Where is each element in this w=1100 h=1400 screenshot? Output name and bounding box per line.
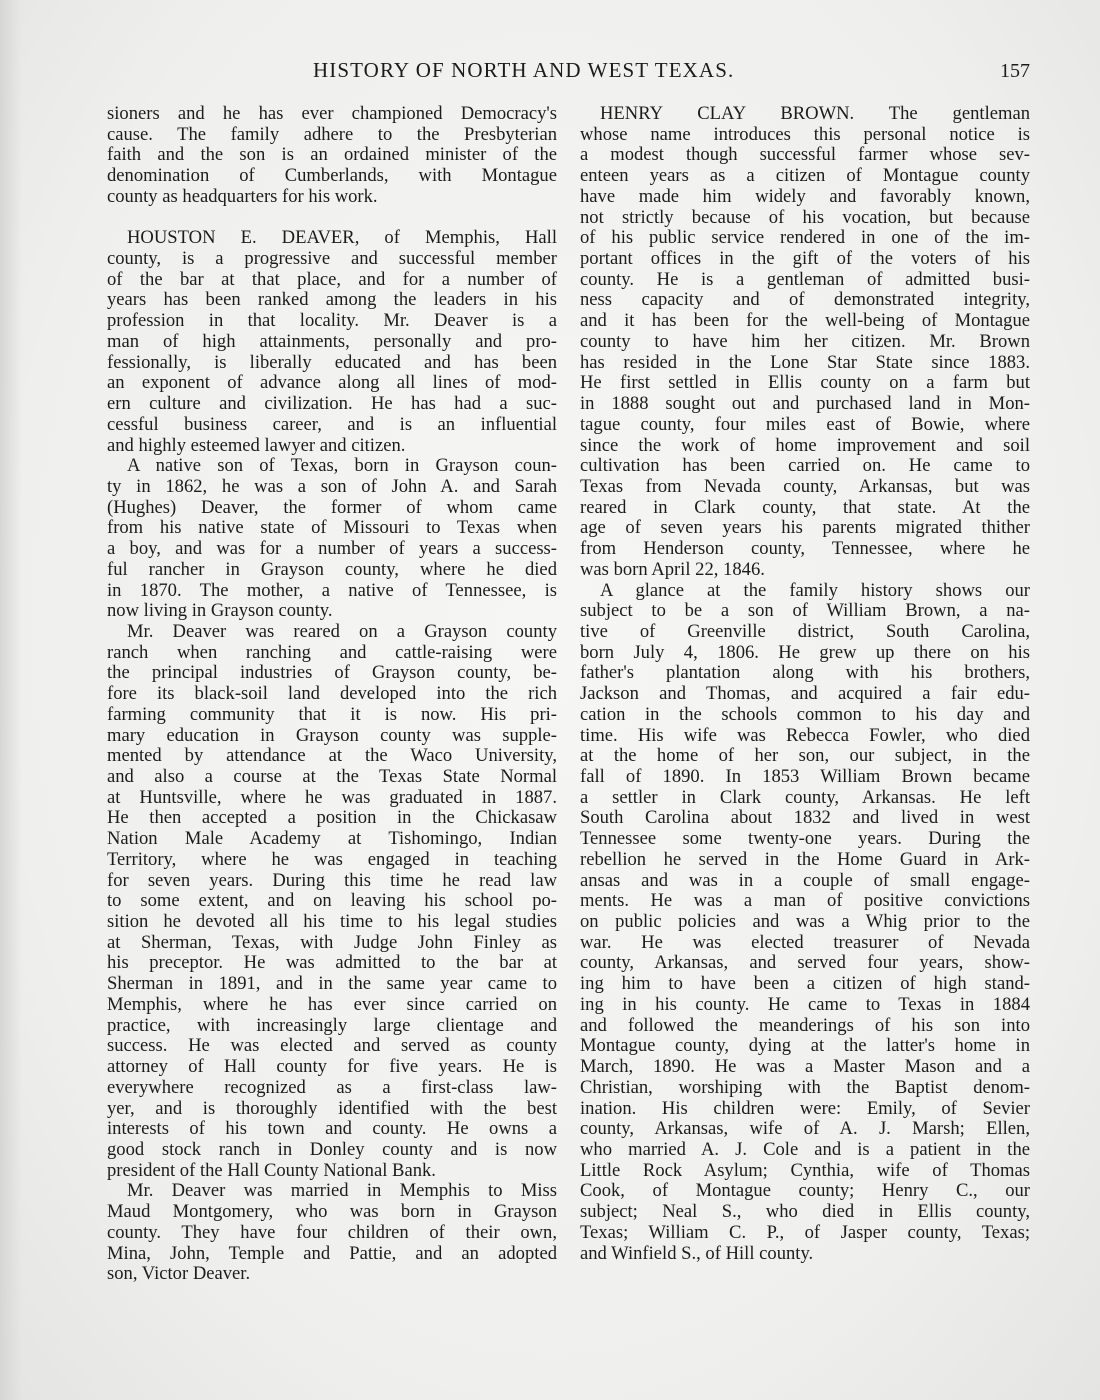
text-line: and highly esteemed lawyer and citizen.: [107, 434, 406, 456]
text-line: reared in Clark county, that state. At the: [580, 496, 1030, 518]
text-line: South Carolina about 1832 and lived in west: [580, 807, 1030, 829]
text-line: good stock ranch in Donley county and is now: [107, 1138, 557, 1160]
running-head: [0, 58, 1100, 86]
text-line: ern culture and civilization. He has had a suc-: [107, 393, 557, 415]
text-line: Mr. Deaver was married in Memphis to Miss: [127, 1180, 557, 1202]
text-line: county, Arkansas, wife of A. J. Marsh; Ellen,: [580, 1118, 1030, 1140]
text-line: He then accepted a position in the Chickasaw: [107, 807, 557, 829]
text-line: at Huntsville, where he was graduated in 1887.: [107, 786, 557, 808]
article-paragraph: [580, 581, 1030, 1265]
text-line: a settler in Clark county, Arkansas. He left: [580, 786, 1030, 808]
text-line: fessionally, is liberally educated and has been: [107, 351, 557, 373]
text-line: enteen years as a citizen of Montague county: [580, 165, 1030, 187]
article-paragraph: [580, 104, 1030, 581]
continuation-paragraph: [107, 104, 557, 208]
text-line: at Sherman, Texas, with Judge John Finley as: [107, 931, 557, 953]
paragraph-gap: [107, 208, 557, 229]
text-line: war. He was elected treasurer of Nevada: [580, 931, 1030, 953]
article-henry-clay-brown: [580, 104, 1030, 1264]
text-line: sioners and he has ever championed Democracy's: [107, 103, 557, 124]
text-line: and also a course at the Texas State Normal: [107, 766, 557, 787]
text-line: time. His wife was Rebecca Fowler, who died: [580, 724, 1030, 746]
text-line: March, 1890. He was a Master Mason and a: [580, 1056, 1030, 1078]
text-line: A glance at the family history shows our: [600, 579, 1030, 601]
text-line: Mina, John, Temple and Pattie, and an adopted: [107, 1242, 557, 1264]
article-paragraph: [107, 622, 557, 1181]
text-line: denomination of Cumberlands, with Montague: [107, 165, 557, 187]
text-line: age of seven years his parents migrated thither: [580, 517, 1030, 539]
right-column: [580, 104, 1030, 1264]
text-line: ing in his county. He came to Texas in 1884: [580, 993, 1030, 1015]
text-line: a modest though successful farmer whose sev-: [580, 144, 1030, 166]
text-line: Tennessee some twenty-one years. During the: [580, 828, 1030, 850]
text-line: of his public service rendered in one of the im-: [580, 227, 1030, 249]
text-line: subject; Neal S., who died in Ellis county,: [580, 1201, 1030, 1223]
text-line: yer, and is thoroughly identified with the best: [107, 1097, 557, 1119]
text-line: (Hughes) Deaver, the former of whom came: [107, 496, 557, 518]
text-line: have made him widely and favorably known,: [580, 185, 1030, 207]
article-houston-e-deaver: [107, 228, 557, 1285]
text-line: his preceptor. He was admitted to the bar at: [107, 952, 557, 974]
left-column: [107, 104, 557, 1285]
text-line: success. He was elected and served as county: [107, 1035, 557, 1057]
text-line: county. They have four children of their own,: [107, 1221, 557, 1243]
text-line: Maud Montgomery, who was born in Grayson: [107, 1201, 557, 1223]
text-line: ansas and was in a couple of small engage-: [580, 869, 1030, 891]
text-line: farming community that it is now. His pri-: [107, 703, 557, 725]
text-line: the principal industries of Grayson county, be-: [107, 662, 557, 684]
text-line: in 1888 sought out and purchased land in Mon-: [580, 393, 1030, 415]
text-line: years has been ranked among the leaders in his: [107, 289, 557, 311]
text-line: fore its black-soil land developed into the rich: [107, 683, 557, 705]
text-line: fall of 1890. In 1853 William Brown became: [580, 766, 1030, 787]
text-line: was born April 22, 1846.: [580, 558, 765, 580]
text-line: cultivation has been carried on. He came to: [580, 455, 1030, 477]
text-line: county to have him her citizen. Mr. Brown: [580, 330, 1030, 352]
text-line: tive of Greenville district, South Carolina,: [580, 620, 1030, 642]
text-line: an exponent of advance along all lines of mod-: [107, 372, 557, 394]
text-line: portant offices in the gift of the voters of his: [580, 248, 1030, 270]
text-line: at the home of her son, our subject, in the: [580, 745, 1030, 767]
text-line: ination. His children were: Emily, of Sevier: [580, 1097, 1030, 1119]
text-line: in 1870. The mother, a native of Tennessee, is: [107, 579, 557, 601]
text-line: cation in the schools common to his day and: [580, 703, 1030, 725]
text-line: HOUSTON E. DEAVER, of Memphis, Hall: [127, 227, 557, 249]
text-line: attorney of Hall county for five years. He is: [107, 1056, 557, 1078]
text-line: from his native state of Missouri to Texas when: [107, 517, 557, 539]
text-line: county. He is a gentleman of admitted busi-: [580, 268, 1030, 290]
text-line: Nation Male Academy at Tishomingo, Indian: [107, 828, 557, 850]
text-line: Little Rock Asylum; Cynthia, wife of Thomas: [580, 1159, 1030, 1181]
text-line: interests of his town and county. He owns a: [107, 1118, 557, 1140]
text-line: rebellion he served in the Home Guard in Ark-: [580, 848, 1030, 870]
text-line: Territory, where he was engaged in teaching: [107, 848, 557, 870]
text-line: Cook, of Montague county; Henry C., our: [580, 1180, 1030, 1202]
text-line: practice, with increasingly large clientage and: [107, 1014, 557, 1036]
text-line: Texas; William C. P., of Jasper county, Texas;: [580, 1221, 1030, 1243]
text-line: ness capacity and of demonstrated integrity,: [580, 289, 1030, 311]
text-line: Mr. Deaver was reared on a Grayson county: [127, 620, 557, 642]
text-line: ments. He was a man of positive convictions: [580, 890, 1030, 912]
text-line: not strictly because of his vocation, but because: [580, 206, 1030, 228]
text-line: born July 4, 1806. He grew up there on his: [580, 641, 1030, 663]
text-line: ing him to have been a citizen of high stand-: [580, 973, 1030, 995]
text-line: who married A. J. Cole and is a patient in the: [580, 1138, 1030, 1160]
text-line: since the work of home improvement and soil: [580, 434, 1030, 456]
text-line: now living in Grayson county.: [107, 600, 333, 622]
text-line: father's plantation along with his brothers,: [580, 662, 1030, 684]
text-line: of the bar at that place, and for a number of: [107, 268, 557, 290]
text-line: and Winfield S., of Hill county.: [580, 1242, 814, 1264]
text-line: cessful business career, and is an influential: [107, 413, 557, 435]
running-title: HISTORY OF NORTH AND WEST TEXAS.: [313, 58, 735, 82]
text-line: A native son of Texas, born in Grayson coun-: [127, 455, 557, 477]
text-line: sition he devoted all his time to his legal studies: [107, 911, 557, 933]
text-line: president of the Hall County National Bank.: [107, 1159, 436, 1181]
text-line: everywhere recognized as a first-class law-: [107, 1076, 557, 1098]
page-number: 157: [1000, 60, 1030, 82]
text-line: HENRY CLAY BROWN. The gentleman: [600, 103, 1030, 124]
text-line: Christian, worshiping with the Baptist denom-: [580, 1076, 1030, 1098]
text-line: and it has been for the well-being of Montague: [580, 310, 1030, 332]
text-line: county, is a progressive and successful member: [107, 248, 557, 270]
text-line: ty in 1862, he was a son of John A. and Sarah: [107, 475, 557, 497]
text-line: county, Arkansas, and served four years, show-: [580, 952, 1030, 974]
text-line: faith and the son is an ordained minister of the: [107, 144, 557, 166]
text-line: Memphis, where he has ever since carried on: [107, 993, 557, 1015]
text-line: ranch when ranching and cattle-raising were: [107, 641, 557, 663]
text-line: Sherman in 1891, and in the same year came to: [107, 973, 557, 995]
text-line: Montague county, dying at the latter's home in: [580, 1035, 1030, 1057]
text-line: mary education in Grayson county was supple-: [107, 724, 557, 746]
text-line: county as headquarters for his work.: [107, 185, 378, 207]
text-line: from Henderson county, Tennessee, where he: [580, 538, 1030, 560]
text-line: a boy, and was for a number of years a success-: [107, 538, 557, 560]
text-line: Texas from Nevada county, Arkansas, but was: [580, 475, 1030, 497]
text-line: He first settled in Ellis county on a farm but: [580, 372, 1030, 394]
text-line: ful rancher in Grayson county, where he died: [107, 558, 557, 580]
text-line: to some extent, and on leaving his school po-: [107, 890, 557, 912]
text-line: subject to be a son of William Brown, a na-: [580, 600, 1030, 622]
text-line: on public policies and was a Whig prior to the: [580, 911, 1030, 933]
text-line: and followed the meanderings of his son into: [580, 1014, 1030, 1036]
text-line: has resided in the Lone Star State since 1883.: [580, 351, 1030, 373]
page-edge-shadow: [0, 0, 22, 1400]
text-line: tague county, four miles east of Bowie, where: [580, 413, 1030, 435]
text-line: whose name introduces this personal notice is: [580, 123, 1030, 145]
text-line: mented by attendance at the Waco University,: [107, 745, 557, 767]
article-paragraph: [107, 1181, 557, 1285]
text-line: Jackson and Thomas, and acquired a fair edu-: [580, 683, 1030, 705]
article-paragraph: [107, 456, 557, 622]
text-line: for seven years. During this time he read law: [107, 869, 557, 891]
text-line: profession in that locality. Mr. Deaver is a: [107, 310, 557, 332]
text-line: cause. The family adhere to the Presbyterian: [107, 123, 557, 145]
text-line: son, Victor Deaver.: [107, 1263, 251, 1285]
article-paragraph: [107, 228, 557, 456]
text-line: man of high attainments, personally and pro-: [107, 330, 557, 352]
